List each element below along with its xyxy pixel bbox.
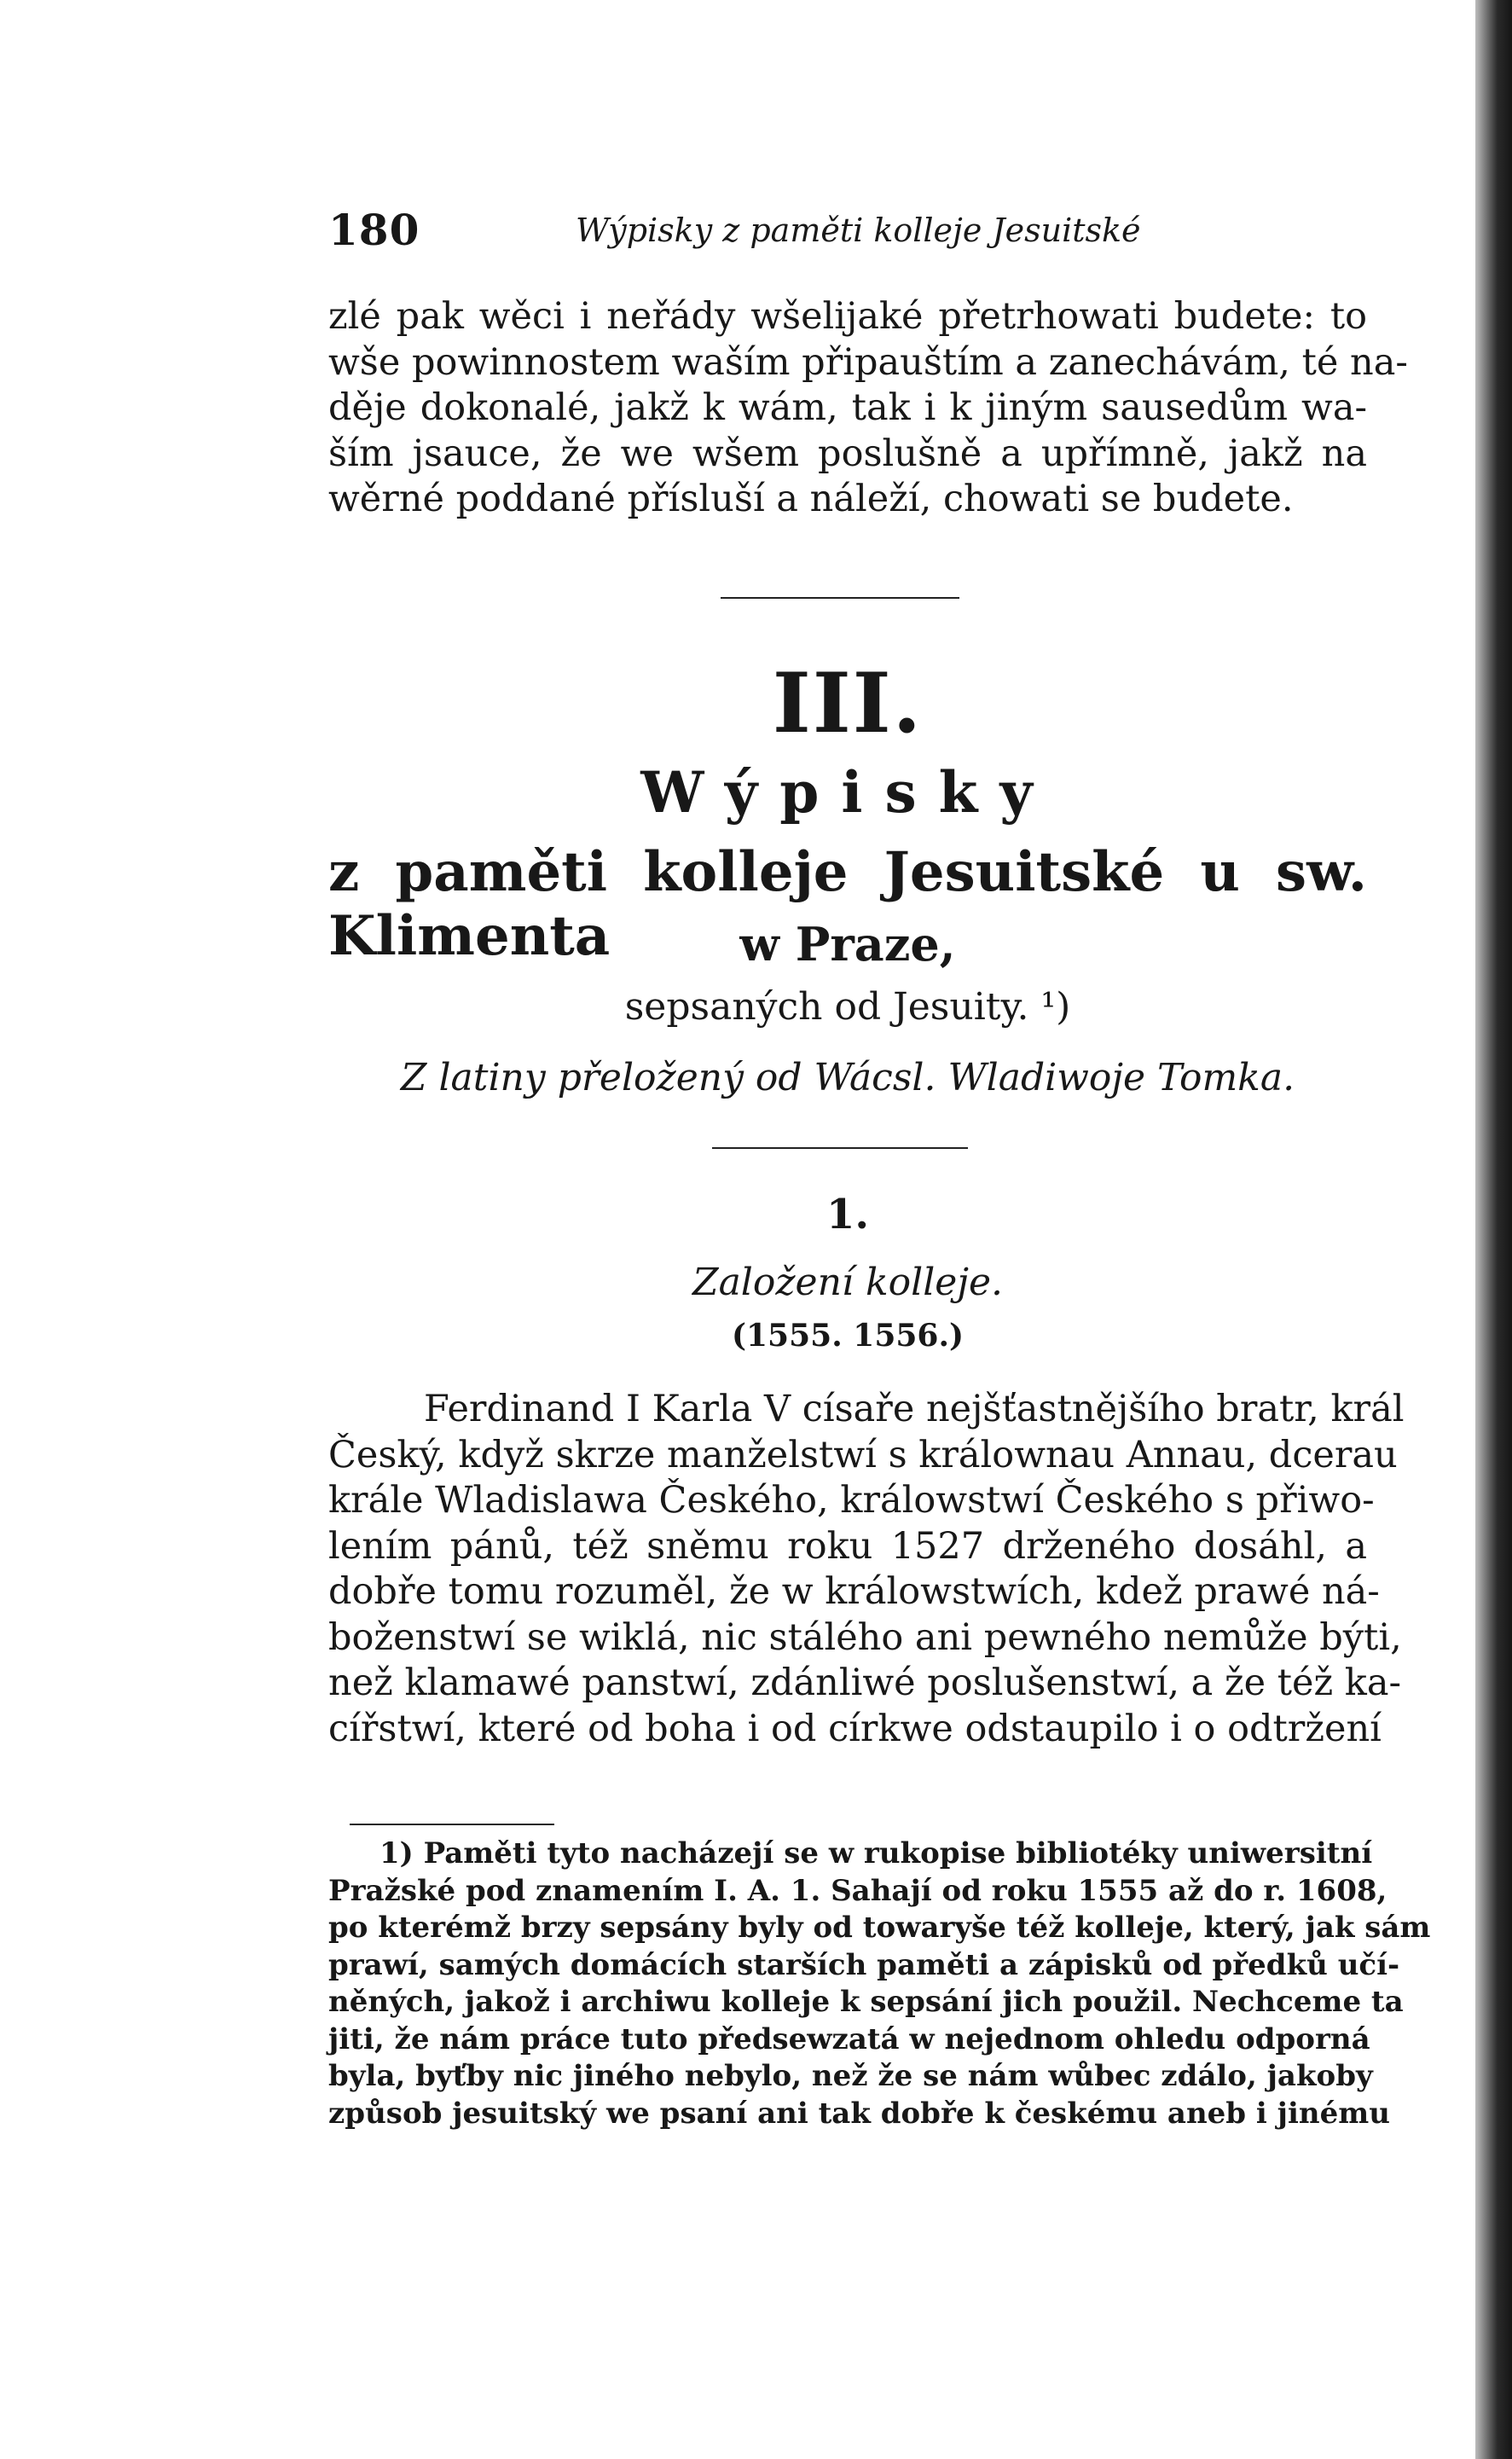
section-authorship: sepsaných od Jesuity. ¹)	[624, 985, 1071, 1029]
page-header	[328, 205, 1382, 264]
chapter-years: (1555. 1556.)	[731, 1318, 965, 1354]
page-edge-shadow	[1475, 0, 1512, 2459]
translator-credit: Z latiny přeložený od Wácsl. Wladiwoje Tomka.	[400, 1056, 1295, 1099]
section-divider	[721, 597, 959, 599]
footnote-line: Pražské pod znamením I. A. 1. Sahají od roku 1555 až do r. 1608,	[328, 1873, 1387, 1908]
running-head: Wýpisky z paměti kolleje Jesuitské	[576, 212, 1141, 249]
section-subtitle-place: w Praze,	[739, 917, 956, 971]
text-line: lením pánů, též sněmu roku 1527 drženého dosáhl, a	[328, 1524, 1367, 1568]
footnote-line: 1) Paměti tyto nacházejí se w rukopise bibliotéky uniwersitní	[379, 1836, 1373, 1870]
text-line: Ferdinand I Karla V císaře nejšťastnějšího bratr, král	[424, 1388, 1405, 1430]
text-line: wše powinnostem waším připauštím a zanechávám, té na-	[328, 340, 1408, 384]
section-title: Wýpisky	[640, 759, 1055, 826]
chapter-divider	[712, 1147, 968, 1149]
footnote-line: něných, jakož i archiwu kolleje k sepsání jich použil. Nechceme ta	[328, 1985, 1404, 2019]
text-line: wěrné poddané přísluší a náleží, chowati se budete.	[328, 478, 1294, 520]
footnote-line: způsob jesuitský we psaní ani tak dobře k českému aneb i jinému	[328, 2096, 1390, 2131]
footnote	[328, 1836, 1431, 2132]
footnote-line: po kterémž brzy sepsány byly od towaryše též kolleje, který, jak sám	[328, 1911, 1431, 1945]
text-line: boženstwí se wiklá, nic stálého ani pewného nemůže býti,	[328, 1615, 1402, 1659]
footnote-line: prawí, samých domácích starších paměti a zápisků od předků učí-	[328, 1947, 1400, 1982]
text-line: krále Wladislawa Českého, králowstwí Českého s přiwo-	[328, 1479, 1375, 1522]
text-line: děje dokonalé, jakž k wám, tak i k jiným sausedům wa-	[328, 386, 1367, 429]
text-line: než klamawé panstwí, zdánliwé poslušenstwí, a že též ka-	[328, 1662, 1402, 1704]
footnote-line: byla, byťby nic jiného nebylo, než že se nám wůbec zdálo, jakoby	[328, 2059, 1373, 2093]
text-line: ším jsauce, že we wšem poslušně a upřímně, jakž na	[328, 432, 1367, 475]
chapter-number: 1.	[826, 1191, 870, 1238]
intro-paragraph	[328, 294, 1408, 523]
text-line: Český, když skrze manželstwí s králownau Annau, dcerau	[328, 1433, 1398, 1476]
section-number: III.	[772, 655, 924, 751]
text-line: zlé pak wěci i neřády wšelijaké přetrhowati budete: to	[328, 295, 1367, 338]
chapter-title: Založení kolleje.	[692, 1261, 1003, 1304]
section-subtitle: z paměti kolleje Jesuitské u sw. Klimenta	[328, 840, 1367, 968]
main-paragraph	[328, 1387, 1405, 1752]
text-line: dobře tomu rozuměl, že w králowstwích, kdež prawé ná-	[328, 1570, 1380, 1613]
text-line: cířstwí, které od boha i od církwe odstaupilo i o odtržení	[328, 1707, 1382, 1750]
page-number: 180	[328, 205, 420, 255]
footnote-rule	[350, 1824, 554, 1825]
footnote-line: jiti, že nám práce tuto předsewzatá w nejednom ohledu odporná	[328, 2021, 1370, 2056]
